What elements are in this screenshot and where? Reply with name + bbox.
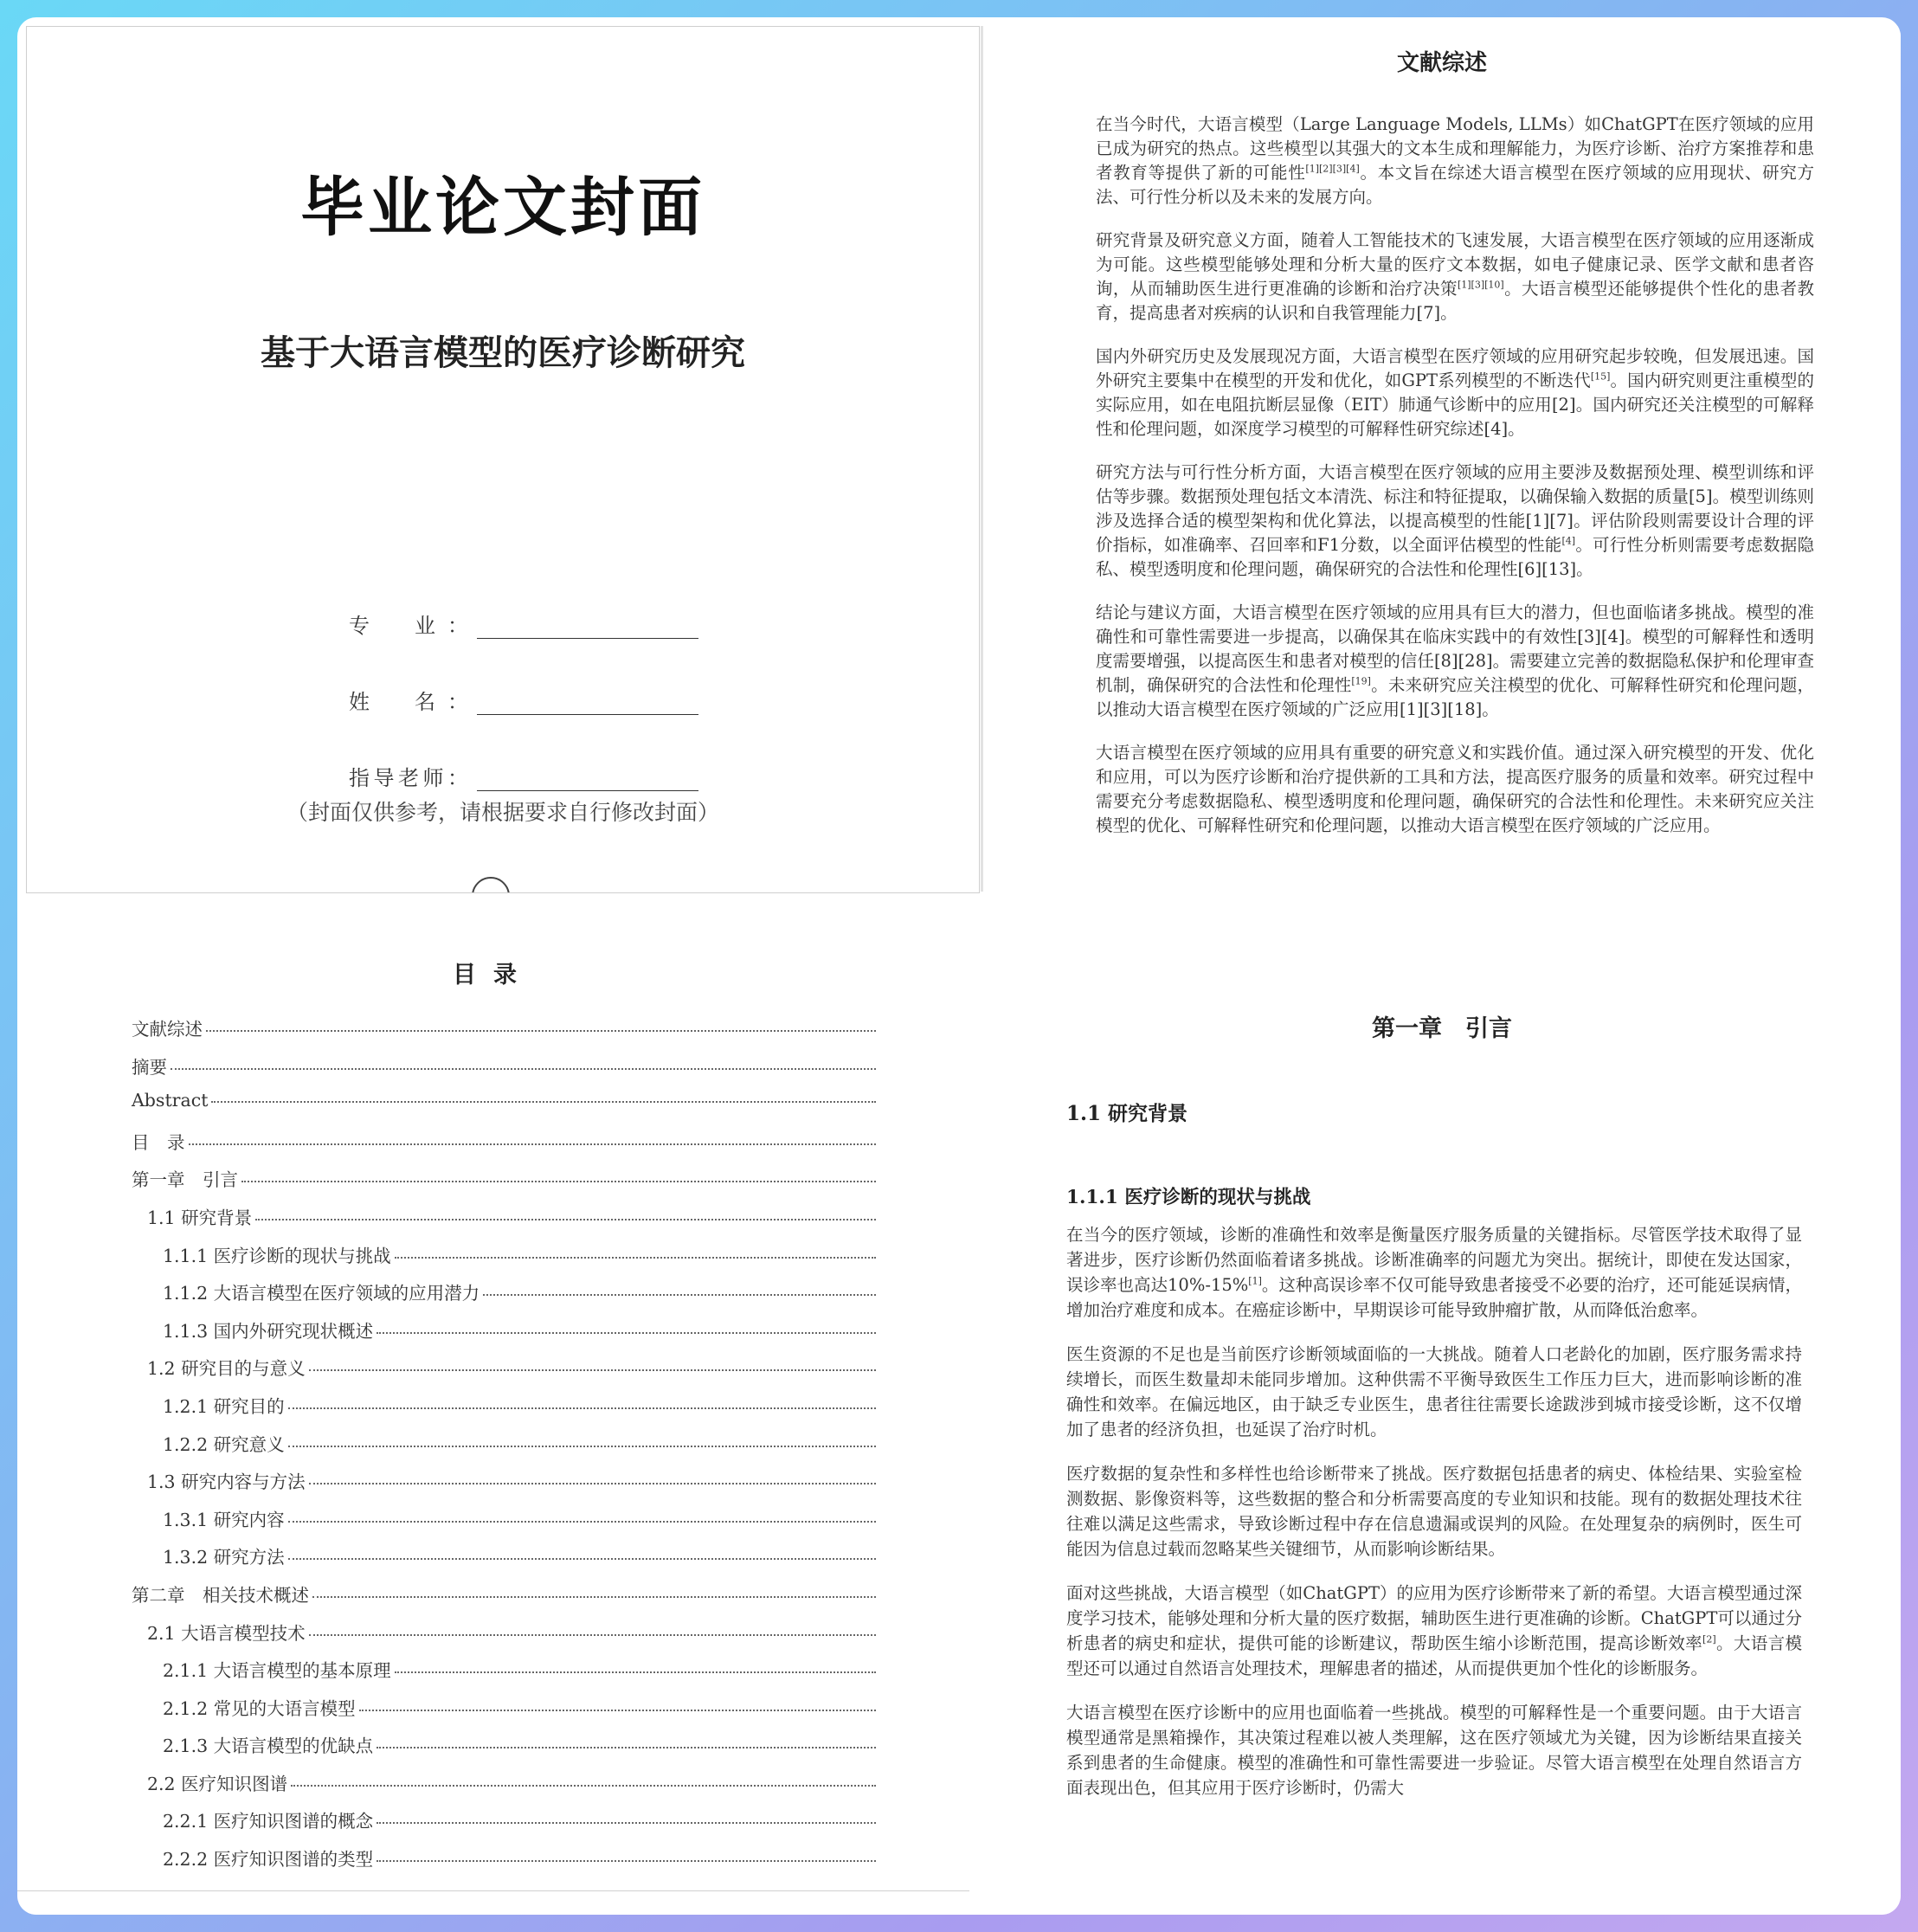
toc-entry-label: 2.1.3 大语言模型的优缺点 (163, 1736, 374, 1757)
toc-dot-leader (377, 1747, 876, 1748)
toc-entry[interactable] (132, 1354, 876, 1392)
toc-dot-leader (309, 1634, 876, 1636)
toc-entry-label: 摘要 (132, 1056, 167, 1078)
toc-entry-label: 2.2 医疗知识图谱 (147, 1773, 288, 1794)
toc-entry[interactable] (132, 1619, 876, 1657)
toc-entry-label: 2.1 大语言模型技术 (147, 1622, 306, 1644)
toc-entry-label: 1.2.2 研究意义 (163, 1433, 285, 1455)
toc-entry-label: 1.1.1 医疗诊断的现状与挑战 (163, 1245, 391, 1266)
paragraph (1096, 460, 1814, 582)
toc-entry[interactable] (132, 1542, 876, 1581)
citation-superscript: [2] (1702, 1633, 1716, 1645)
name-field (349, 685, 698, 715)
literature-body (1096, 113, 1814, 857)
paragraph-text: 国内外研究历史及发展现况方面，大语言模型在医疗领域的应用研究起步较晚，但发展迅速。国外研究主要集中在模型的开发和优化，如GPT系列模型的不断迭代 (1096, 346, 1814, 390)
toc-dot-leader (377, 1822, 876, 1824)
toc-dot-leader (309, 1483, 876, 1484)
toc-dot-leader (206, 1030, 876, 1032)
citation-superscript: [19] (1351, 675, 1371, 687)
toc-entry[interactable] (132, 1014, 876, 1053)
toc-entry[interactable] (132, 1806, 876, 1845)
toc-entry[interactable] (132, 1581, 876, 1619)
toc-entry[interactable] (132, 1278, 876, 1317)
paragraph-text: 大语言模型在医疗领域的应用具有重要的研究意义和实践价值。通过深入研究模型的开发、优化和应用，可以为医疗诊断和治疗提供新的工具和方法，提高医疗服务的质量和效率。研究过程中需要充分考虑数据隐私、模型透明度和伦理问题，确保研究的合法性和伦理性。未来研究应关注模型的优化、可解释性研究和伦理问题，以推动大语言模型在医疗领域的广泛应用。 (1096, 743, 1814, 835)
toc-entry-label: 第一章 引言 (132, 1169, 238, 1191)
paragraph-tail: 。可行性分析则需要考虑数据隐私、模型透明度和伦理问题，确保研究的合法性和伦理性[6][13]。 (1096, 535, 1814, 579)
paragraph-text: 面对这些挑战，大语言模型（如ChatGPT）的应用为医疗诊断带来了新的希望。大语言模型通过深度学习技术，能够处理和分析大量的医疗数据，辅助医生进行更准确的诊断。ChatGPT可以通过分析患者的病史和症状，提供可能的诊断建议，帮助医生缩小诊断范围，提高诊断效率 (1066, 1583, 1802, 1653)
toc-dot-leader (288, 1521, 876, 1523)
toc-entry[interactable] (132, 1505, 876, 1543)
toc-entry-label: 1.1.3 国内外研究现状概述 (163, 1320, 374, 1342)
toc-entry[interactable] (132, 1845, 876, 1883)
toc-entry-label: 1.2.1 研究目的 (163, 1395, 285, 1417)
toc-dot-leader (377, 1860, 876, 1862)
toc-dot-leader (288, 1558, 876, 1560)
toc-entry[interactable] (132, 1694, 876, 1732)
toc-entry-label: 1.3 研究内容与方法 (147, 1472, 306, 1493)
toc-dot-leader (171, 1068, 876, 1070)
name-line (477, 697, 698, 715)
name-label: 姓 名： (349, 690, 468, 714)
toc-entry-label: Abstract (132, 1090, 209, 1111)
subsection-heading: 1.1.1 医疗诊断的现状与挑战 (1066, 1187, 1311, 1208)
citation-superscript: [1][3][10] (1457, 279, 1504, 291)
toc-entry-label: 文献综述 (132, 1019, 203, 1040)
toc-entry[interactable] (132, 1731, 876, 1769)
advisor-field (349, 761, 698, 791)
toc-dot-leader (211, 1101, 876, 1103)
toc-dot-leader (395, 1671, 876, 1673)
advisor-label: 指导老师： (349, 766, 468, 790)
toc-dot-leader (291, 1785, 876, 1787)
citation-superscript: [1] (1248, 1275, 1262, 1287)
citation-superscript: [15] (1590, 370, 1611, 383)
paragraph-tail: 。未来研究应关注模型的优化、可解释性研究和伦理问题，以推动大语言模型在医疗领域的广泛应用[1][3][18]。 (1096, 675, 1814, 719)
toc-entry-label: 1.3.1 研究内容 (163, 1509, 285, 1530)
cover-title: 毕业论文封面 (300, 171, 705, 245)
cover-note: （封面仅供参考，请根据要求自行修改封面） (286, 800, 719, 825)
paragraph-tail: 。这种高误诊率不仅可能导致患者接受不必要的治疗，还可能延误病情，增加治疗难度和成本。在癌症诊断中，早期误诊可能导致肿瘤扩散，从而降低治愈率。 (1066, 1275, 1802, 1320)
toc-dot-leader (241, 1181, 876, 1182)
section-heading: 1.1 研究背景 (1066, 1102, 1188, 1125)
toc-entry-label: 1.1.2 大语言模型在医疗领域的应用潜力 (163, 1283, 480, 1304)
toc-entry[interactable] (132, 1090, 876, 1128)
paragraph-text: 大语言模型在医疗诊断中的应用也面临着一些挑战。模型的可解释性是一个重要问题。由于大语言模型通常是黑箱操作，其决策过程难以被人类理解，这在医疗领域尤为关键，因为诊断结果直接关系到患者的生命健康。模型的准确性和可靠性需要进一步验证。尽管大语言模型在处理自然语言方面表现出色，但其应用于医疗诊断时，仍需大 (1066, 1703, 1802, 1798)
advisor-line (477, 773, 698, 791)
toc-dot-leader (395, 1257, 876, 1259)
toc-dot-leader (288, 1446, 876, 1447)
paragraph (1066, 1461, 1802, 1562)
paragraph-tail: 。大语言模型还可以通过自然语言处理技术，理解患者的描述，从而提供更加个性化的诊断服务。 (1066, 1633, 1802, 1678)
major-label: 专 业： (349, 614, 468, 638)
literature-review-page (983, 26, 1901, 892)
major-line (477, 621, 698, 639)
toc-entry-label: 2.1.1 大语言模型的基本原理 (163, 1660, 391, 1682)
paragraph-text: 医生资源的不足也是当前医疗诊断领域面临的一大挑战。随着人口老龄化的加剧，医疗服务需求持续增长，而医生数量却未能同步增加。这种供需不平衡导致医生工作压力巨大，进而影响诊断的准确性和效率。在偏远地区，由于缺乏专业医生，患者往往需要长途跋涉到城市接受诊断，这不仅增加了患者的经济负担，也延误了治疗时机。 (1066, 1344, 1802, 1439)
toc-dot-leader (189, 1143, 877, 1145)
toc-entry[interactable] (132, 1203, 876, 1241)
toc-list (132, 1014, 876, 1883)
paragraph (1096, 741, 1814, 838)
paragraph (1066, 1700, 1802, 1800)
toc-heading: 目录 (453, 962, 534, 989)
toc-entry[interactable] (132, 1392, 876, 1430)
toc-entry[interactable] (132, 1128, 876, 1166)
cover-subtitle: 基于大语言模型的医疗诊断研究 (261, 332, 745, 373)
document-viewer (17, 17, 1901, 1915)
literature-heading: 文献综述 (1396, 50, 1487, 76)
chapter-one-page (983, 893, 1901, 1915)
table-of-contents-page (17, 893, 969, 1915)
toc-dot-leader (483, 1294, 876, 1296)
paragraph-tail: 。大语言模型还能够提供个性化的患者教育，提高患者对疾病的认识和自我管理能力[7]。 (1096, 279, 1814, 323)
paragraph (1096, 113, 1814, 209)
toc-dot-leader (288, 1407, 876, 1409)
cover-page (26, 26, 980, 893)
paragraph-text: 在当今的医疗领域，诊断的准确性和效率是衡量医疗服务质量的关键指标。尽管医学技术取得了显著进步，医疗诊断仍然面临着诸多挑战。诊断准确率的问题尤为突出。据统计，即使在发达国家，误诊率也高达10%-15% (1066, 1225, 1802, 1295)
paragraph-tail: 。国内研究则更注重模型的实际应用，如在电阻抗断层显像（EIT）肺通气诊断中的应用[2]。国内研究还关注模型的可解释性和伦理问题，如深度学习模型的可解释性研究综述[4]。 (1096, 370, 1814, 439)
citation-superscript: [4] (1561, 535, 1576, 547)
paragraph-tail: 。本文旨在综述大语言模型在医疗领域的应用现状、研究方法、可行性分析以及未来的发展方向。 (1096, 163, 1814, 207)
toc-dot-leader (309, 1369, 876, 1371)
toc-entry-label: 1.3.2 研究方法 (163, 1547, 285, 1568)
paragraph-text: 结论与建议方面，大语言模型在医疗领域的应用具有巨大的潜力，但也面临诸多挑战。模型的准确性和可靠性需要进一步提高，以确保其在临床实践中的有效性[3][4]。模型的可解释性和透明度需要增强，以提高医生和患者对模型的信任[8][28]。需要建立完善的数据隐私保护和伦理审查机制，确保研究的合法性和伦理性 (1096, 602, 1814, 695)
major-field (349, 609, 698, 639)
paragraph (1096, 229, 1814, 325)
toc-entry-label: 1.2 研究目的与意义 (147, 1358, 306, 1380)
paragraph-text: 研究方法与可行性分析方面，大语言模型在医疗领域的应用主要涉及数据预处理、模型训练和评估等步骤。数据预处理包括文本清洗、标注和特征提取，以确保输入数据的质量[5]。模型训练则涉及选择合适的模型架构和优化算法，以提高模型的性能[1][7]。评估阶段则需要设计合理的评价指标，如准确率、召回率和F1分数，以全面评估模型的性能 (1096, 462, 1814, 555)
citation-superscript: [1][2][3][4] (1305, 163, 1360, 175)
toc-entry[interactable] (132, 1053, 876, 1091)
toc-entry-label: 2.1.2 常见的大语言模型 (163, 1697, 356, 1719)
toc-entry[interactable] (132, 1467, 876, 1505)
paragraph (1066, 1342, 1802, 1442)
paragraph-text: 研究背景及研究意义方面，随着人工智能技术的飞速发展，大语言模型在医疗领域的应用逐渐成为可能。这些模型能够处理和分析大量的医疗文本数据，如电子健康记录、医学文献和患者咨询，从而辅助医生进行更准确的诊断和治疗决策 (1096, 230, 1814, 299)
toc-entry-label: 目 录 (132, 1131, 185, 1153)
paragraph-text: 医疗数据的复杂性和多样性也给诊断带来了挑战。医疗数据包括患者的病史、体检结果、实验室检测数据、影像资料等，这些数据的整合和分析需要高度的专业知识和技能。现有的数据处理技术往往难以满足这些需求，导致诊断过程中存在信息遗漏或误判的风险。在处理复杂的病例时，医生可能因为信息过载而忽略某些关键细节，从而影响诊断结果。 (1066, 1464, 1802, 1559)
toc-entry-label: 2.2.1 医疗知识图谱的概念 (163, 1811, 374, 1832)
paragraph-text: 在当今时代，大语言模型（Large Language Models, LLMs）如ChatGPT在医疗领域的应用已成为研究的热点。这些模型以其强大的文本生成和理解能力，为医疗诊断、治疗方案推荐和患者教育等提供了新的可能性 (1096, 114, 1814, 183)
chapter-heading: 第一章 引言 (1372, 1015, 1512, 1042)
paragraph (1066, 1222, 1802, 1323)
toc-entry-label: 1.1 研究背景 (147, 1207, 253, 1228)
toc-entry[interactable] (132, 1430, 876, 1468)
toc-entry-label: 第二章 相关技术概述 (132, 1584, 309, 1606)
toc-entry[interactable] (132, 1165, 876, 1203)
toc-dot-leader (359, 1710, 876, 1711)
toc-entry[interactable] (132, 1317, 876, 1355)
toc-dot-leader (377, 1332, 876, 1334)
page-bottom-line (17, 1890, 969, 1891)
paragraph (1096, 345, 1814, 441)
page-curl-icon (472, 877, 510, 893)
toc-entry-label: 2.2.2 医疗知识图谱的类型 (163, 1849, 374, 1871)
chapter-body (1066, 1222, 1802, 1819)
toc-entry[interactable] (132, 1241, 876, 1279)
toc-dot-leader (312, 1596, 876, 1598)
toc-entry[interactable] (132, 1769, 876, 1807)
toc-dot-leader (255, 1219, 876, 1220)
paragraph (1066, 1581, 1802, 1681)
paragraph (1096, 601, 1814, 722)
toc-entry[interactable] (132, 1656, 876, 1694)
